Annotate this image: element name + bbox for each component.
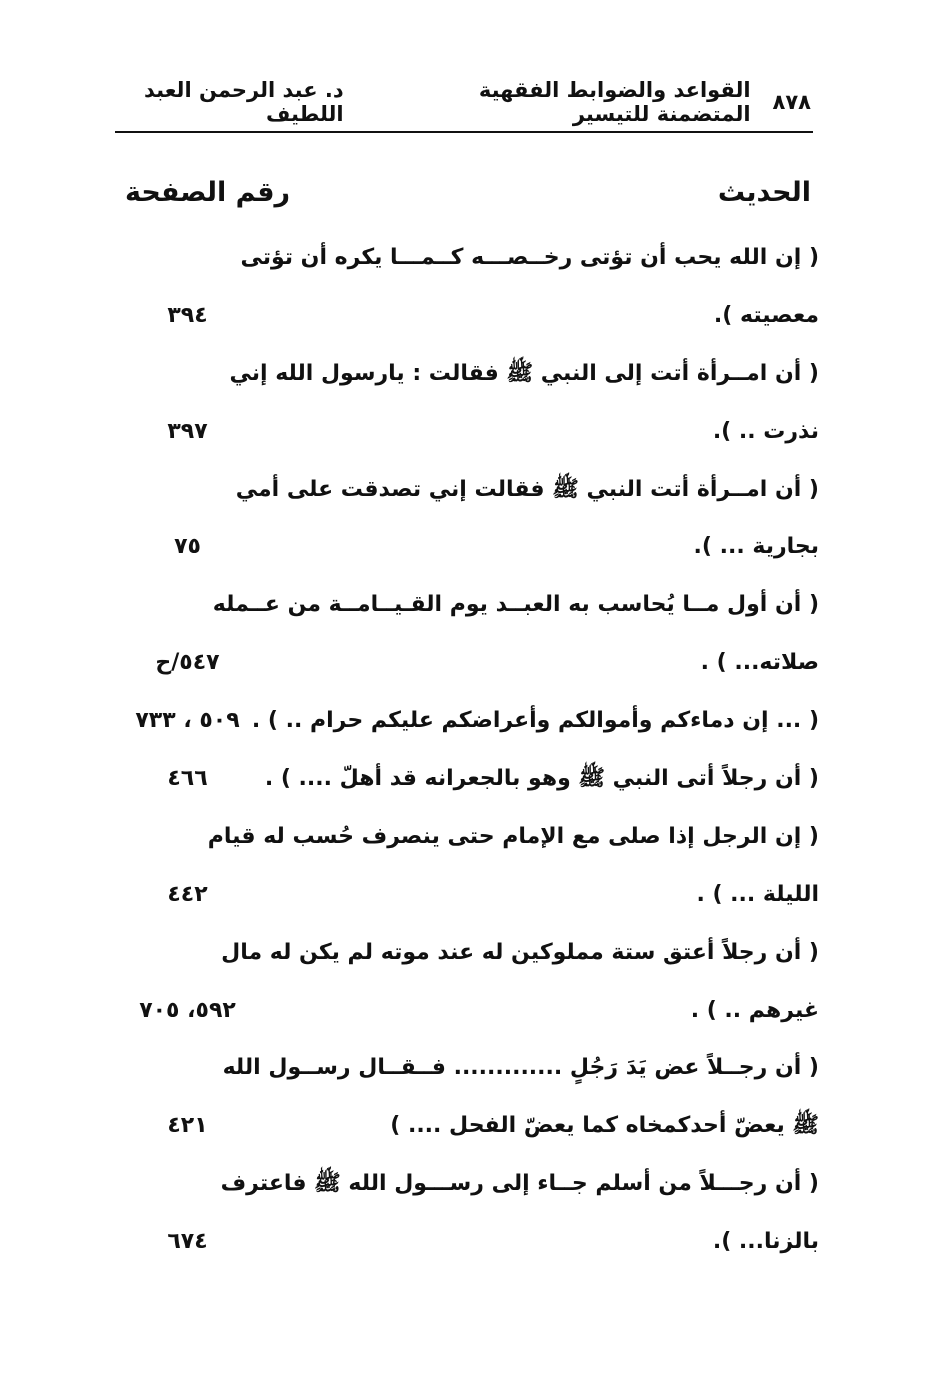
index-line — [0, 811, 949, 869]
hadith-text: ( أن امــرأة أتت إلى النبي ﷺ فقالت : يارسول الله إني — [229, 360, 819, 386]
hadith-text: ( إن الرجل إذا صلى مع الإمام حتى ينصرف حُسب له قيام — [207, 823, 819, 849]
index-line — [0, 1158, 949, 1216]
hadith-text: ( أن رجلاً أعتق ستة مملوكين له عند موته لم يكن له مال — [221, 939, 819, 965]
hadith-text: بجارية ... ). — [693, 534, 819, 560]
column-headings — [125, 170, 811, 214]
index-line — [0, 464, 949, 522]
page-number: ٨٧٨ — [772, 90, 811, 114]
book-title: القواعد والضوابط الفقهية المتضمنة للتيسير — [478, 78, 751, 126]
index-line — [0, 985, 949, 1043]
index-line — [0, 1100, 949, 1158]
page-reference: ٤٦٦ — [167, 766, 208, 792]
index-line — [0, 348, 949, 406]
page-reference: ٥٠٩ ، ٧٣٣ — [135, 708, 240, 734]
hadith-text: صلاته... ) . — [700, 650, 819, 676]
hadith-text: ( أن امــرأة أتت النبي ﷺ فقالت إني تصدقت على أمي — [235, 476, 819, 502]
hadith-text: ( أن رجـــلاً من أسلم جــاء إلى رســـول الله ﷺ فاعترف — [220, 1171, 819, 1197]
page-column-heading: رقم الصفحة — [125, 176, 291, 208]
hadith-text: ( أن أول مــا يُحاسب به العبــد يوم القـيــامــة من عــمله — [212, 592, 819, 618]
index-line — [0, 579, 949, 637]
hadith-text: غيرهم .. ) . — [690, 997, 819, 1023]
page-reference: ٦٧٤ — [167, 1229, 208, 1255]
running-header — [115, 78, 811, 126]
hadith-text: ﷺ يعضّ أحدكمخاه كما يعضّ الفحل .... ) — [390, 1113, 819, 1139]
hadith-text: بالزنا... ). — [712, 1229, 819, 1255]
hadith-text: ( أن رجــلاً عض يَدَ رَجُلٍ ............. فــقــال رســول الله — [222, 1055, 819, 1081]
index-line — [0, 869, 949, 927]
index-line — [0, 637, 949, 695]
hadith-text: ( أن رجلاً أتى النبي ﷺ وهو بالجعرانه قد أهلّ .... ) . — [264, 766, 819, 792]
index-line — [0, 695, 949, 753]
page-reference: ٥٩٢، ٧٠٥ — [139, 997, 236, 1023]
index-line — [0, 1216, 949, 1274]
hadith-text: معصيته ). — [713, 302, 819, 328]
hadith-column-heading: الحديث — [717, 176, 811, 208]
page-reference: ٣٩٤ — [167, 302, 208, 328]
index-line — [0, 521, 949, 579]
hadith-text: الليلة ... ) . — [696, 881, 819, 907]
page-reference: ٧٥ — [174, 534, 201, 560]
index-line — [0, 232, 949, 290]
author-name: د. عبد الرحمن العبد اللطيف — [144, 78, 344, 126]
index-line — [0, 406, 949, 464]
index-line — [0, 927, 949, 985]
page-reference: ٤٢١ — [167, 1113, 208, 1139]
hadith-text: ( إن الله يحب أن تؤتى رخــصـــه كــمـــا يكره أن تؤتى — [240, 245, 819, 270]
page-reference: ٣٩٧ — [167, 418, 208, 444]
page-reference: ٤٤٢ — [167, 881, 208, 907]
index-line — [0, 753, 949, 811]
hadith-text: نذرت .. ). — [712, 418, 819, 444]
page-reference: ٥٤٧/ح — [155, 650, 220, 676]
header-rule — [115, 131, 813, 133]
hadith-text: ( ... إن دماءكم وأموالكم وأعراضكم عليكم حرام .. ) . — [251, 708, 819, 734]
index-line — [0, 1042, 949, 1100]
hadith-index — [0, 232, 949, 1274]
index-line — [0, 290, 949, 348]
